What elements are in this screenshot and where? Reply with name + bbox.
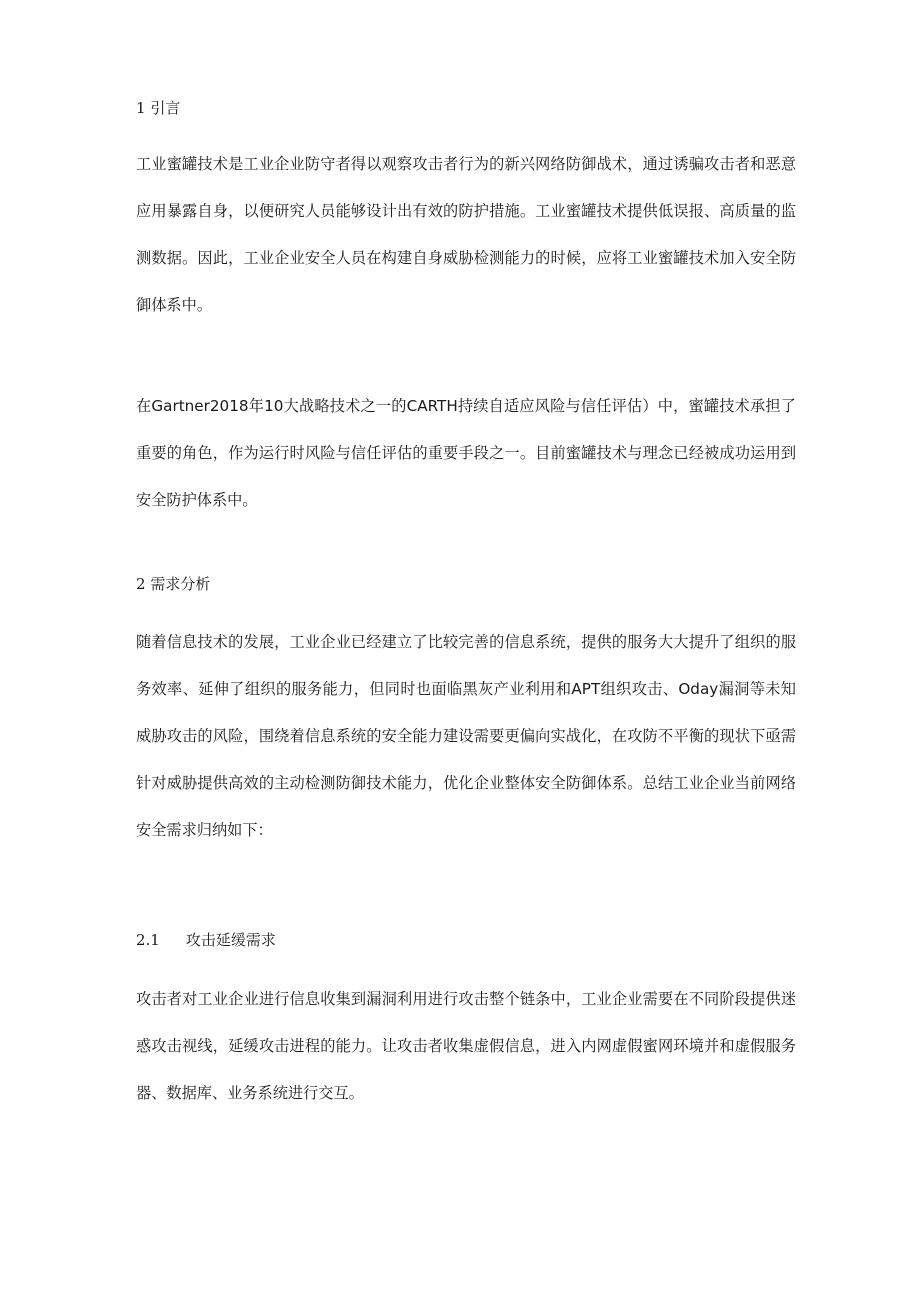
paragraph-requirements: 随着信息技术的发展，工业企业已经建立了比较完善的信息系统，提供的服务大大提升了组织的服务效率、延伸了组织的服务能力，但同时也面临黑灰产业利用和APT组织攻击、Oday漏洞等未知威胁攻击的风险，围绕着信息系统的安全能力建设需要更偏向实战化，在攻防不平衡的现状下亟需针对威胁提供高效的主动检测防御技术能力，优化企业整体安全防御体系。总结工业企业当前网络安全需求归纳如下：	[136, 633, 796, 839]
section-title: 需求分析	[150, 575, 211, 593]
section-heading-2	[136, 574, 796, 594]
paragraph-intro-2: 在Gartner2018年10大战略技术之一的CARTH持续自适应风险与信任评估）中，蜜罐技术承担了重要的角色，作为运行时风险与信任评估的重要手段之一。目前蜜罐技术与理念已经被成功运用到安全防护体系中。	[136, 397, 796, 509]
subsection-number: 2.1	[136, 931, 160, 949]
paragraph-intro-1: 工业蜜罐技术是工业企业防守者得以观察攻击者行为的新兴网络防御战术，通过诱骗攻击者和恶意应用暴露自身，以便研究人员能够设计出有效的防护措施。工业蜜罐技术提供低误报、高质量的监测数据。因此，工业企业安全人员在构建自身威胁检测能力的时候，应将工业蜜罐技术加入安全防御体系中。	[136, 155, 796, 314]
subsection-title: 攻击延缓需求	[185, 931, 276, 949]
section-number: 1	[136, 99, 146, 117]
section-title: 引言	[150, 99, 181, 117]
paragraph-attack-delay: 攻击者对工业企业进行信息收集到漏洞利用进行攻击整个链条中，工业企业需要在不同阶段提供迷惑攻击视线，延缓攻击进程的能力。让攻击者收集虚假信息，进入内网虚假蜜网环境并和虚假服务器、数据库、业务系统进行交互。	[136, 990, 796, 1102]
section-heading-1	[136, 98, 796, 118]
subsection-heading-2-1	[136, 930, 796, 950]
section-number: 2	[136, 575, 146, 593]
